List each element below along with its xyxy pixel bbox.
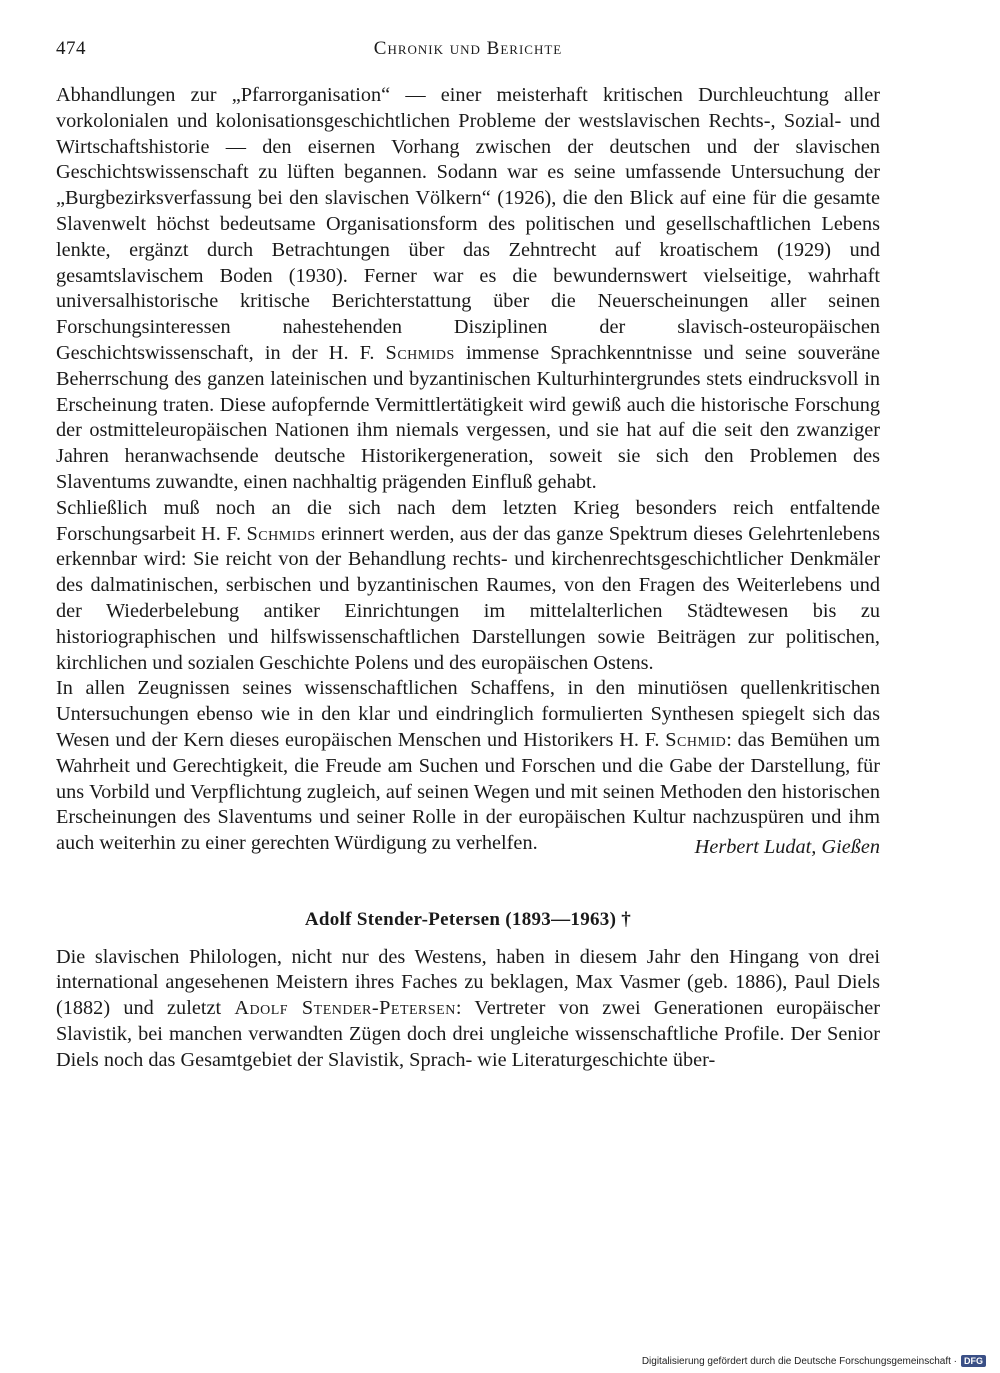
- author-name-stender-petersen: Adolf Stender-Petersen: [234, 997, 456, 1020]
- document-page: [56, 30, 880, 1073]
- paragraph-3-text-a: In allen Zeugnissen seines wissenschaftlichen Schaffens, in den minutiösen quellenkritischen Untersuchungen ebenso wie in den klar und eindringlich formulierten Synthesen spiegelt sich das Wesen und der Kern dieses europäischen Menschen und Historikers H. F.: [56, 677, 880, 751]
- author-signature: Herbert Ludat, Gießen: [694, 835, 880, 858]
- paragraph-1-text-a: Abhandlungen zur „Pfarrorganisation“ — einer meisterhaft kritischen Durchleuchtung aller vorkolonialen und kolonisationsgeschichtlichen Probleme der westslavischen Rechts-, Sozial- und Wirtschaftshistorie — den eisernen Vorhang zwischen der deutschen und der slavischen Geschichtswissenschaft zu lüften begannen. Sodann war es seine umfassende Untersuchung der „Burgbezirksverfassung bei den slavischen Völkern“ (1926), die den Blick auf eine für die gesamte Slavenwelt höchst bedeutsame Organisationsform des politischen und gesellschaftlichen Lebens lenkte, ergänzt durch Betrachtungen über das Zehntrecht auf kroatischem (1929) und gesamtslavischem Boden (1930). Ferner war es die bewundernswert vielseitige, wahrhaft universalhistorische kritische Berichterstattung über die Neuerscheinungen aller seinen Forschungsinteressen nahestehenden Disziplinen der slavisch-osteuropäischen Geschichtswissenschaft, in der H. F.: [56, 84, 880, 364]
- credit-text: Digitalisierung gefördert durch die Deutsche Forschungsgemeinschaft ·: [641, 1355, 957, 1367]
- paragraph-1-text-b: immense Sprachkenntnisse und seine souveräne Beherrschung des ganzen lateinischen und byzantinischen Kulturhintergrundes stets eindrucksvoll in Erscheinung traten. Diese aufopfernde Vermittlertätigkeit wird gewiß auch die historische Forschung der ostmitteleuropäischen Nationen ihm niemals vergessen, und sie hat auf die seit den zwanziger Jahren heranwachsende deutsche Historikergeneration, soweit sie sich den Problemen des Slaventums zuwandte, einen nachhaltig prägenden Einfluß gehabt.: [56, 341, 880, 493]
- author-name-schmid: Schmid: [665, 728, 727, 751]
- paragraph-4: [56, 945, 880, 1074]
- paragraph-1: [56, 83, 880, 496]
- author-name-schmid: Schmids: [246, 522, 316, 545]
- running-head: [56, 30, 880, 64]
- dfg-logo: DFG: [961, 1355, 986, 1367]
- digitization-credit: [642, 1355, 986, 1367]
- paragraph-4-text-a: Die slavischen Philologen, nicht nur des Westens, haben in diesem Jahr den Hingang von drei international angesehenen Meistern ihres Faches zu beklagen, Max Vasmer (geb. 1886), Paul Diels (1882) und zuletzt: [56, 945, 880, 1020]
- paragraph-2-text-b: erinnert werden, aus der das ganze Spektrum dieses Gelehrtenlebens erkennbar wird: Sie reicht von der Behandlung rechts- und kirchenrechtsgeschichtlicher Denkmäler des dalmatinischen, serbischen und byzantinischen Raumes, von den Fragen des Weiterlebens und der Wiederbelebung antiker Einrichtungen im mittelalterlichen Städtewesen bis zu historiographischen und hilfswissenschaftlichen Darstellungen sowie Beiträgen zur politischen, kirchlichen und sozialen Geschichte Polens und des europäischen Ostens.: [56, 522, 880, 674]
- paragraph-2-text-a: Schließlich muß noch an die sich nach dem letzten Krieg besonders reich entfaltende Forschungsarbeit H. F.: [56, 496, 880, 545]
- author-name-schmid: Schmids: [385, 341, 455, 364]
- page-number: 474: [56, 38, 86, 59]
- paragraph-2: [56, 496, 880, 677]
- paragraph-3-text-b: : das Bemühen um Wahrheit und Gerechtigkeit, die Freude am Suchen und Forschen und die Gabe der Darstellung, für uns Vorbild und Verpflichtung zugleich, auf seinen Wegen und mit seinen Methoden den historischen Erscheinungen des Slaventums und seiner Rolle in der europäischen Kultur nachzuspüren und ihm auch weiterhin zu einer gerechten Würdigung zu verhelfen.: [56, 728, 880, 855]
- running-title: Chronik und Berichte: [373, 38, 563, 59]
- paragraph-3: [56, 676, 880, 857]
- article-body: [56, 83, 880, 1073]
- section-title: Adolf Stender-Petersen (1893—1963) †: [304, 908, 632, 930]
- paragraph-4-text-b: : Vertreter von zwei Generationen europäischer Slavistik, bei manchen verwandten Zügen doch drei ungleiche wissenschaftliche Profile. Der Senior Diels noch das Gesamtgebiet der Slavistik, Sprach- wie Literaturgeschichte über-: [56, 997, 880, 1071]
